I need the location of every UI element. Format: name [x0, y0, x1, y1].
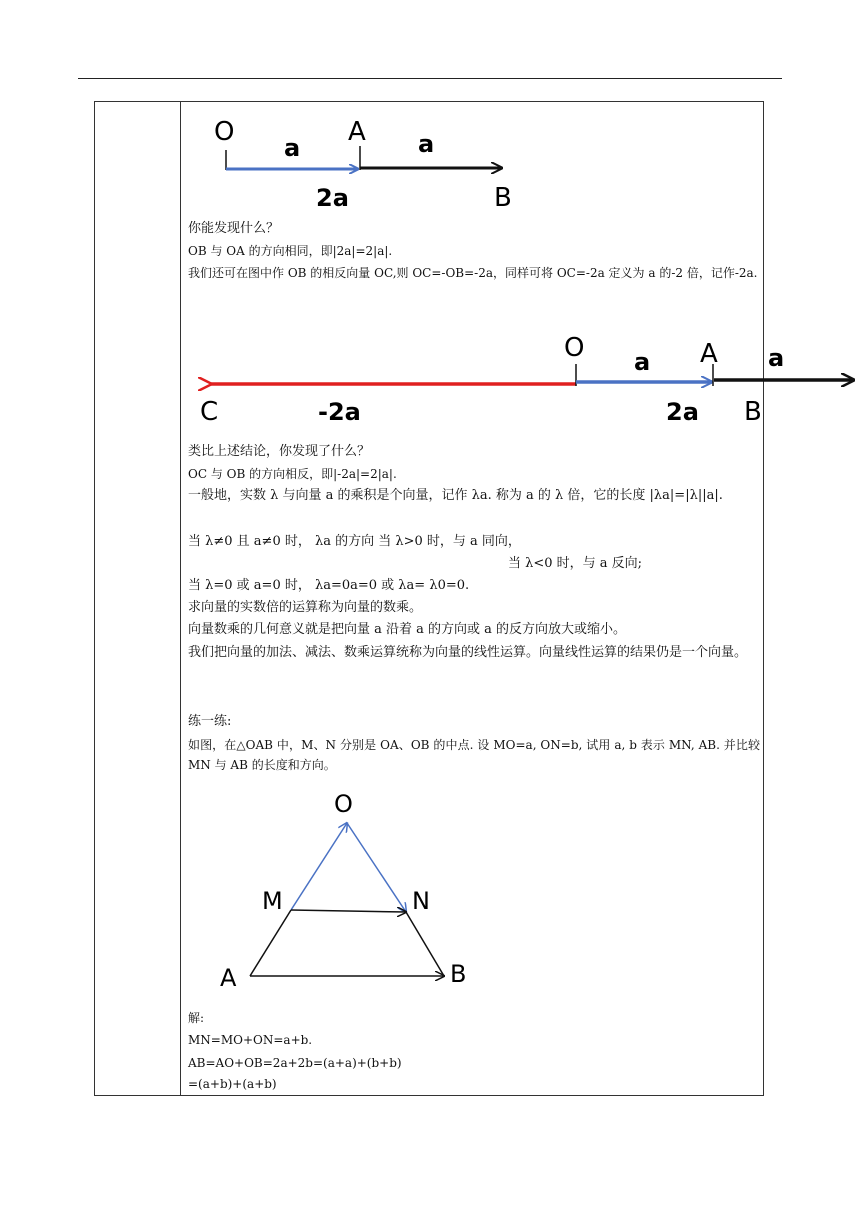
- text-paragraph: 我们还可在图中作 OB 的相反向量 OC,则 OC=-OB=-2a，同样可将 OC=-2a 定义为 a 的-2 倍，记作-2a.: [188, 266, 758, 280]
- label-b: B: [744, 397, 762, 427]
- label-o: O: [214, 117, 235, 147]
- label-o: O: [564, 333, 585, 363]
- header-rule: [78, 78, 782, 79]
- text-line: 向量数乘的几何意义就是把向量 a 沿着 a 的方向或 a 的反方向放大或缩小。: [188, 622, 627, 637]
- label-a: A: [220, 964, 237, 992]
- column-divider: [180, 102, 181, 1095]
- label-o: O: [334, 790, 353, 818]
- text-line: OB 与 OA 的方向相同，即|2a|=2|a|.: [188, 244, 393, 258]
- vector-figure-2: [188, 322, 785, 430]
- text-line: 当 λ=0 或 a=0 时， λa=0a=0 或 λa= λ0=0.: [188, 578, 470, 593]
- solution-line: AB=AO+OB=2a+2b=(a+a)+(b+b): [188, 1056, 402, 1070]
- solution-line: 解:: [188, 1011, 205, 1025]
- solution-line: MN=MO+ON=a+b.: [188, 1033, 313, 1047]
- text-line: 你能发现什么？: [188, 221, 280, 236]
- text-line: OC 与 OB 的方向相反，即|-2a|=2|a|.: [188, 467, 397, 481]
- segment-am: [250, 910, 291, 976]
- vector-figure-1: [188, 102, 528, 214]
- vector-on: [347, 823, 406, 912]
- label-n: N: [412, 887, 430, 915]
- triangle-figure: [188, 786, 488, 996]
- practice-title: 练一练:: [188, 714, 232, 729]
- label-2a: 2a: [316, 184, 349, 212]
- text-paragraph: 一般地，实数 λ 与向量 a 的乘积是个向量，记作 λa. 称为 a 的 λ 倍，它的长度 |λa|=|λ||a|.: [188, 488, 723, 503]
- segment-nb: [406, 912, 444, 976]
- label-c: C: [200, 397, 219, 427]
- label-2a: 2a: [666, 398, 699, 426]
- label-b-overflow: [744, 390, 764, 427]
- label-neg-2a: -2a: [318, 398, 361, 426]
- vector-mo: [291, 823, 347, 910]
- text-paragraph: 我们把向量的加法、减法、数乘运算统称为向量的线性运算。向量线性运算的结果仍是一个向量。: [188, 645, 748, 660]
- table-frame: [94, 101, 785, 1096]
- text-line: 类比上述结论，你发现了什么？: [188, 444, 371, 459]
- text-line: 求向量的实数倍的运算称为向量的数乘。: [188, 600, 423, 615]
- label-a-point: A: [348, 117, 366, 147]
- label-a-vector-1: a: [284, 134, 301, 162]
- label-a-point: A: [700, 339, 718, 369]
- label-a-vector-2: a: [768, 344, 785, 372]
- practice-question: 如图，在△OAB 中，M、N 分别是 OA、OB 的中点. 设 MO=a, ON=b, 试用 a, b 表示 MN, AB. 并比较 MN 与 AB 的长度和方向。: [188, 738, 760, 772]
- text-line: 当 λ≠0 且 a≠0 时， λa 的方向 当 λ>0 时，与 a 同向，: [188, 534, 521, 549]
- label-a-vector-2: a: [418, 130, 435, 158]
- label-a-vector-1: a: [634, 348, 651, 376]
- solution-line: =(a+b)+(a+b): [188, 1077, 277, 1091]
- vector-mn: [291, 910, 406, 912]
- label-b: B: [494, 183, 512, 213]
- label-b: B: [450, 960, 467, 988]
- label-m: M: [262, 887, 283, 915]
- text-line: 当 λ<0 时，与 a 反向;: [508, 556, 643, 571]
